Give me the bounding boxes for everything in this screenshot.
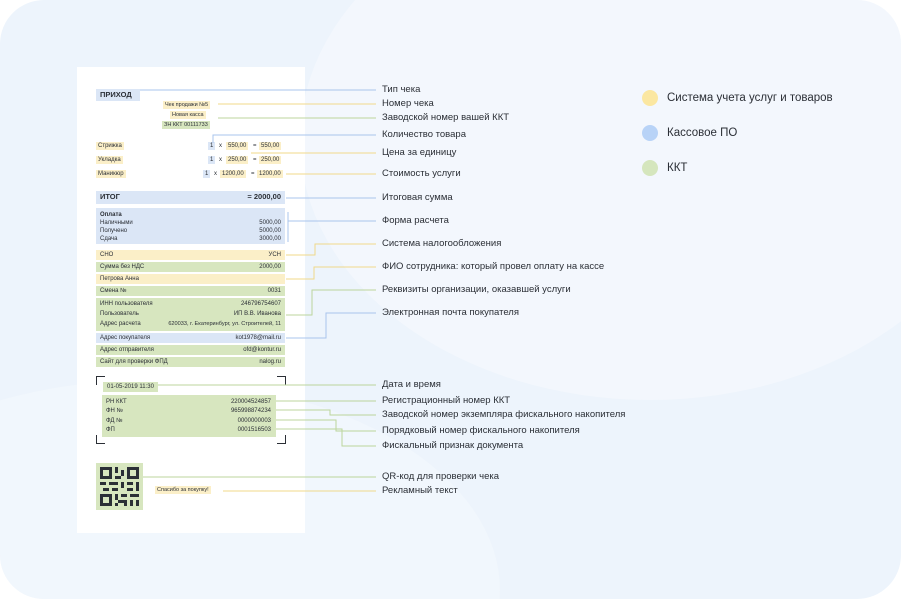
label-datetime: Дата и время [382, 379, 441, 390]
label-fn-serial: Заводской номер экземпляра фискального накопителя [382, 409, 626, 420]
label-service-cost: Стоимость услуги [382, 168, 461, 179]
connector-line [286, 244, 376, 255]
connector-line [286, 290, 376, 315]
payment-value: 3000,00 [259, 236, 281, 242]
cashier-name: Петрова Анна [100, 276, 139, 282]
fiscal-label: ФП [106, 427, 115, 433]
sender-label: Адрес отправителя [100, 347, 154, 353]
legend-item-kkt: ККТ [667, 162, 688, 174]
label-fiscal-sign: Фискальный признак документа [382, 440, 524, 451]
item-sum: 1200,00 [259, 171, 281, 177]
label-check-number: Номер чека [382, 98, 434, 109]
sender-value: ofd@kontur.ru [243, 347, 281, 353]
item-x: x [214, 171, 217, 177]
fiscal-value: 0001516503 [237, 427, 271, 433]
label-fn-seq: Порядковый номер фискального накопителя [382, 425, 580, 436]
shift-value: 0031 [267, 288, 281, 294]
item-eq: = [253, 157, 257, 163]
connector-line [286, 313, 376, 338]
label-payment-form: Форма расчета [382, 215, 449, 226]
label-total: Итоговая сумма [382, 192, 453, 203]
label-cashier: ФИО сотрудника: который провел оплату на кассе [382, 261, 605, 272]
connector-line [286, 267, 376, 279]
label-ad-text: Рекламный текст [382, 485, 458, 496]
vat-label: Сумма без НДС [100, 264, 145, 270]
item-sum: 250,00 [261, 157, 280, 163]
legend-item-accounting: Система учета услуг и товаров [667, 92, 833, 104]
label-org-requisites: Реквизиты организации, оказавшей услуги [382, 284, 571, 295]
legend-dot-blue [642, 125, 658, 141]
item-eq: = [251, 171, 255, 177]
buyer-label: Адрес покупателя [100, 335, 151, 341]
legend-dot-green [642, 160, 658, 176]
fiscal-value: 0000000003 [237, 418, 271, 424]
sno-label: СНО [100, 252, 114, 258]
payment-title: Оплата [100, 212, 122, 218]
item-price: 1200,00 [222, 171, 244, 177]
item-qty: 1 [205, 171, 209, 177]
item-eq: = [253, 143, 257, 149]
datetime: 01-05-2019 11:30 [103, 382, 158, 392]
connector-line [276, 410, 376, 415]
item-name: Укладка [98, 157, 121, 163]
label-check-type: Тип чека [382, 84, 421, 95]
label-tax-system: Система налогообложения [382, 238, 502, 249]
receipt-type: ПРИХОД [100, 90, 132, 99]
item-price: 550,00 [228, 143, 247, 149]
sno-value: УСН [268, 252, 281, 258]
label-unit-price: Цена за единицу [382, 147, 457, 158]
label-buyer-email: Электронная почта покупателя [382, 307, 519, 318]
buyer-value: kot1978@mail.ru [235, 335, 281, 341]
payment-label: Сдача [100, 236, 118, 242]
register-name: Новая касса [172, 112, 204, 118]
payment-label: Получено [100, 228, 128, 234]
item-x: x [219, 157, 222, 163]
payment-value: 5000,00 [259, 220, 281, 226]
fiscal-label: ФН № [106, 408, 123, 414]
total-label: ИТОГ [100, 192, 120, 201]
label-qr: QR-код для проверки чека [382, 471, 500, 482]
fpd-label: Сайт для проверки ФПД [100, 359, 168, 365]
sale-check-number: Чек продажи №5 [165, 102, 209, 108]
thanks-text: Спасибо за покупку! [157, 487, 209, 493]
label-reg-number: Регистрационный номер ККТ [382, 395, 511, 406]
payment-value: 5000,00 [259, 228, 281, 234]
fiscal-label: ФД № [106, 418, 123, 424]
vat-value: 2000,00 [259, 264, 281, 270]
label-kkt-serial: Заводской номер вашей ККТ [382, 112, 510, 123]
inn-label: ИНН пользователя [100, 301, 153, 307]
fiscal-value: 220004524857 [230, 399, 271, 405]
item-price: 250,00 [228, 157, 247, 163]
item-sum: 550,00 [261, 143, 280, 149]
address-value: 620033, г. Екатеринбург, ул. Строителей, 11 [168, 321, 281, 327]
legend-dot-yellow [642, 90, 658, 106]
label-quantity: Количество товара [382, 129, 466, 140]
user-label: Пользователь [100, 311, 139, 317]
item-name: Стрижка [98, 143, 122, 149]
item-qty: 1 [210, 157, 214, 163]
payment-label: Наличными [100, 220, 133, 226]
connector-line [213, 135, 376, 143]
inn-value: 246796754607 [240, 301, 281, 307]
legend-item-pos-software: Кассовое ПО [667, 127, 738, 139]
total-value: = 2000,00 [247, 192, 281, 201]
fpd-value: nalog.ru [259, 359, 281, 365]
connector-line [276, 429, 376, 446]
item-name: Маникюр [98, 171, 124, 177]
item-x: x [219, 143, 222, 149]
shift-label: Смена № [100, 288, 127, 294]
item-qty: 1 [210, 143, 214, 149]
fiscal-value: 965998874234 [230, 408, 271, 414]
kkt-serial: ЗН ККТ 00111733 [164, 122, 208, 128]
user-value: ИП В.В. Иванова [233, 311, 281, 317]
fiscal-label: РН ККТ [106, 399, 127, 405]
address-label: Адрес расчета [100, 321, 141, 327]
